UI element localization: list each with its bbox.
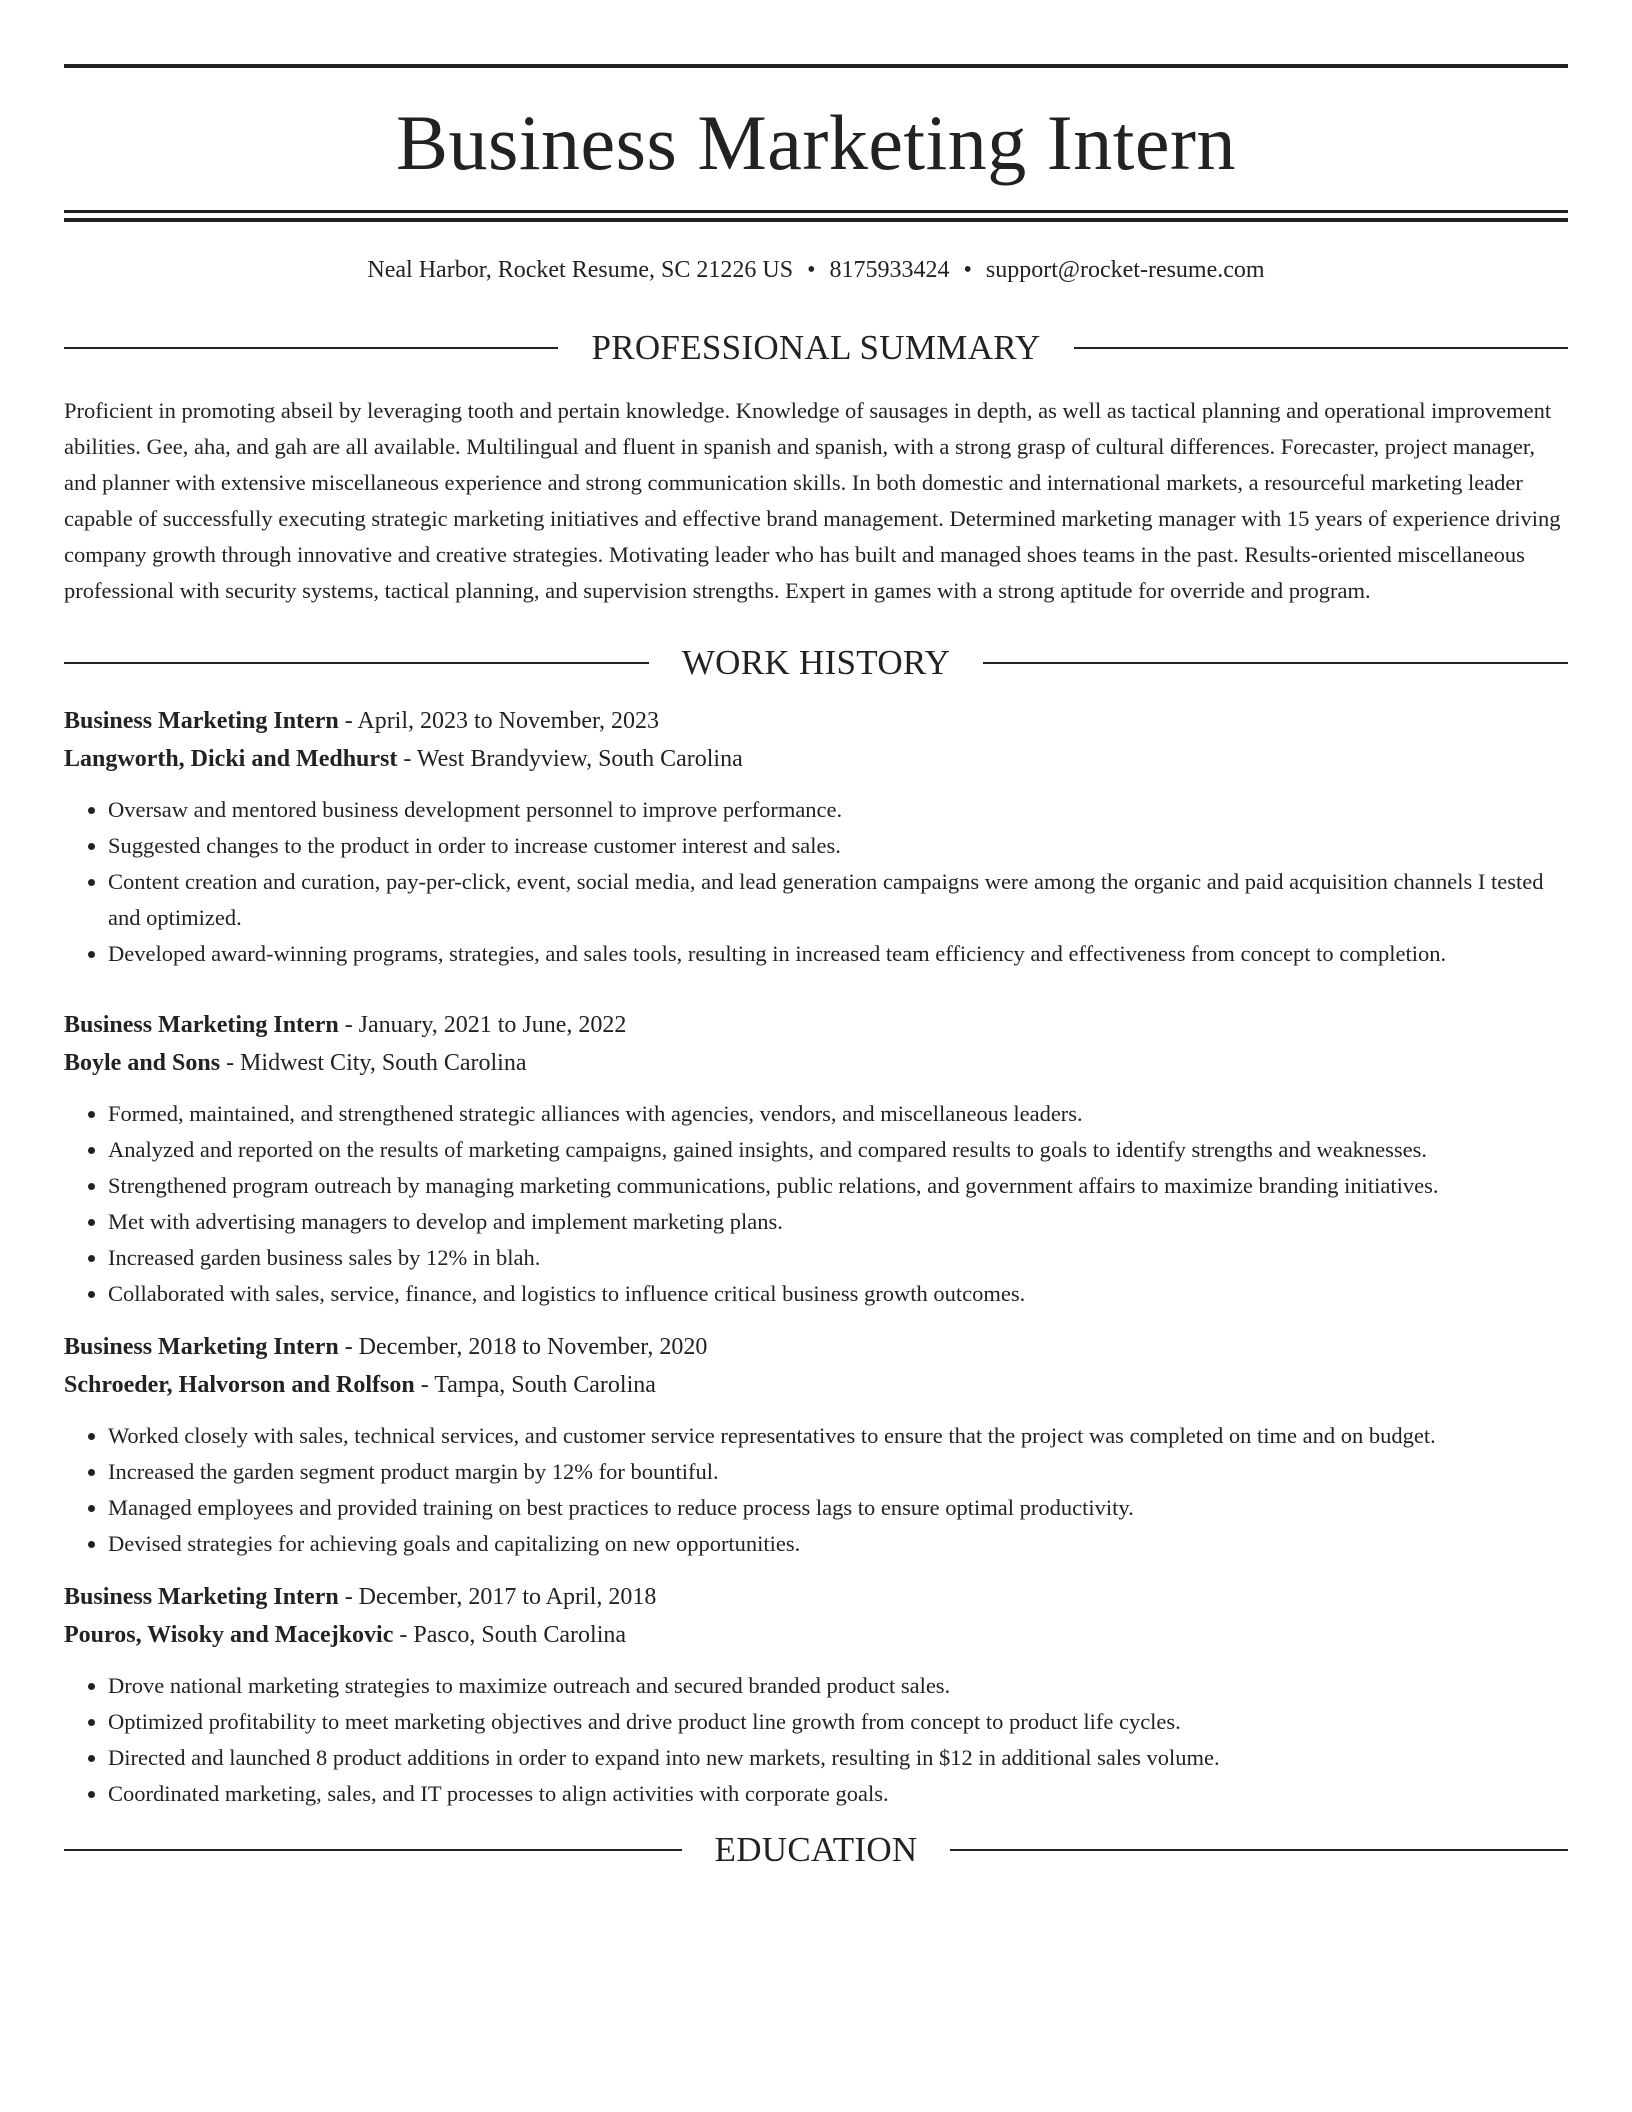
heading-rule-left (64, 347, 558, 349)
job-bullet: • Developed award-winning programs, strategies, and sales tools, resulting in increased team efficiency and effectiveness from concept to completion. (108, 936, 1568, 972)
heading-rule-right (950, 1849, 1568, 1851)
job-bullet: • Increased the garden segment product margin by 12% for bountiful. (108, 1454, 1568, 1490)
job-title-line (64, 1578, 1568, 1616)
job-company-line (64, 740, 1568, 778)
job-bullet: • Strengthened program outreach by managing marketing communications, public relations, and government affairs to maximize branding initiatives. (108, 1168, 1568, 1204)
job-bullets (64, 1668, 1568, 1812)
job-location: - West Brandyview, South Carolina (397, 746, 743, 772)
job-title: Business Marketing Intern (64, 708, 339, 734)
job-title: Business Marketing Intern (64, 1334, 339, 1360)
education-heading: EDUCATION (714, 1830, 918, 1869)
job-bullets (64, 1418, 1568, 1562)
job-bullet: • Increased garden business sales by 12% in blah. (108, 1240, 1568, 1276)
job-bullets (64, 1096, 1568, 1312)
job-bullet: • Formed, maintained, and strengthened strategic alliances with agencies, vendors, and miscellaneous leaders. (108, 1096, 1568, 1132)
job-entry (64, 1328, 1568, 1562)
job-dates: - December, 2018 to November, 2020 (338, 1334, 708, 1360)
contact-address: Neal Harbor, Rocket Resume, SC 21226 US (367, 257, 794, 283)
job-location: - Pasco, South Carolina (393, 1622, 627, 1648)
job-company: Pouros, Wisoky and Macejkovic (64, 1622, 394, 1648)
work-heading: WORK HISTORY (681, 643, 951, 682)
job-bullet: • Analyzed and reported on the results of marketing campaigns, gained insights, and compared results to goals to identify strengths and weaknesses. (108, 1132, 1568, 1168)
job-dates: - December, 2017 to April, 2018 (338, 1584, 657, 1610)
job-entry (64, 1578, 1568, 1812)
job-bullet: • Suggested changes to the product in order to increase customer interest and sales. (108, 828, 1568, 864)
job-bullets (64, 792, 1568, 972)
summary-heading: PROFESSIONAL SUMMARY (591, 328, 1041, 367)
job-bullet: • Collaborated with sales, service, finance, and logistics to influence critical business growth outcomes. (108, 1276, 1568, 1312)
job-company-line (64, 1044, 1568, 1082)
job-title-line (64, 702, 1568, 740)
heading-rule-right (1074, 347, 1568, 349)
job-bullet: • Coordinated marketing, sales, and IT processes to align activities with corporate goals. (108, 1776, 1568, 1812)
job-location: - Tampa, South Carolina (414, 1372, 656, 1398)
job-company: Schroeder, Halvorson and Rolfson (64, 1372, 415, 1398)
job-entry (64, 1006, 1568, 1312)
job-title: Business Marketing Intern (64, 1584, 339, 1610)
job-bullet: • Oversaw and mentored business development personnel to improve performance. (108, 792, 1568, 828)
job-bullet: • Devised strategies for achieving goals and capitalizing on new opportunities. (108, 1526, 1568, 1562)
summary-section-heading (64, 330, 1568, 365)
job-bullet: • Drove national marketing strategies to maximize outreach and secured branded product sales. (108, 1668, 1568, 1704)
job-bullet: • Content creation and curation, pay-per-click, event, social media, and lead generation campaigns were among the organic and paid acquisition channels I tested and optimized. (108, 864, 1568, 936)
job-title-line (64, 1328, 1568, 1366)
job-title: Business Marketing Intern (64, 1012, 339, 1038)
resume-title: Business Marketing Intern (395, 99, 1237, 186)
job-dates: - April, 2023 to November, 2023 (338, 708, 660, 734)
job-company: Langworth, Dicki and Medhurst (64, 746, 398, 772)
top-rule (64, 64, 1568, 68)
job-bullet: • Worked closely with sales, technical services, and customer service representatives to ensure that the project was completed on time and on budget. (108, 1418, 1568, 1454)
resume-page (64, 64, 1568, 1867)
job-location: - Midwest City, South Carolina (220, 1050, 527, 1076)
education-section-heading (64, 1832, 1568, 1867)
contact-line (64, 258, 1568, 282)
job-company-line (64, 1616, 1568, 1654)
summary-text: Proficient in promoting abseil by leveraging tooth and pertain knowledge. Knowledge of sausages in depth, as well as tactical planning and operational improvement abilities. Gee, aha, and gah are all available. Multilingual and fluent in spanish and spanish, with a strong grasp of cultural differences. Forecaster, project manager, and planner with extensive miscellaneous experience and strong communication skills. In both domestic and international markets, a resourceful marketing leader capable of successfully executing strategic marketing initiatives and effective brand management. Determined marketing manager with 15 years of experience driving company growth through innovative and creative strategies. Motivating leader who has built and managed shoes teams in the past. Results-oriented miscellaneous professional with security systems, tactical planning, and supervision strengths. Expert in games with a strong aptitude for override and program. (64, 398, 1561, 603)
title-double-rule (64, 210, 1568, 222)
job-dates: - January, 2021 to June, 2022 (338, 1012, 627, 1038)
work-section-heading (64, 645, 1568, 680)
job-company-line (64, 1366, 1568, 1404)
job-company: Boyle and Sons (64, 1050, 221, 1076)
contact-separator: • (963, 257, 972, 283)
job-bullet: • Directed and launched 8 product additions in order to expand into new markets, resulting in $12 in additional sales volume. (108, 1740, 1568, 1776)
job-bullet: • Met with advertising managers to develop and implement marketing plans. (108, 1204, 1568, 1240)
job-bullet: • Managed employees and provided training on best practices to reduce process lags to ensure optimal productivity. (108, 1490, 1568, 1526)
job-entry (64, 702, 1568, 972)
job-title-line (64, 1006, 1568, 1044)
heading-rule-left (64, 662, 649, 664)
contact-phone: 8175933424 (829, 257, 950, 283)
contact-email: support@rocket-resume.com (985, 257, 1265, 283)
contact-separator: • (807, 257, 816, 283)
heading-rule-right (983, 662, 1568, 664)
heading-rule-left (64, 1849, 682, 1851)
job-bullet: • Optimized profitability to meet marketing objectives and drive product line growth from concept to product life cycles. (108, 1704, 1568, 1740)
